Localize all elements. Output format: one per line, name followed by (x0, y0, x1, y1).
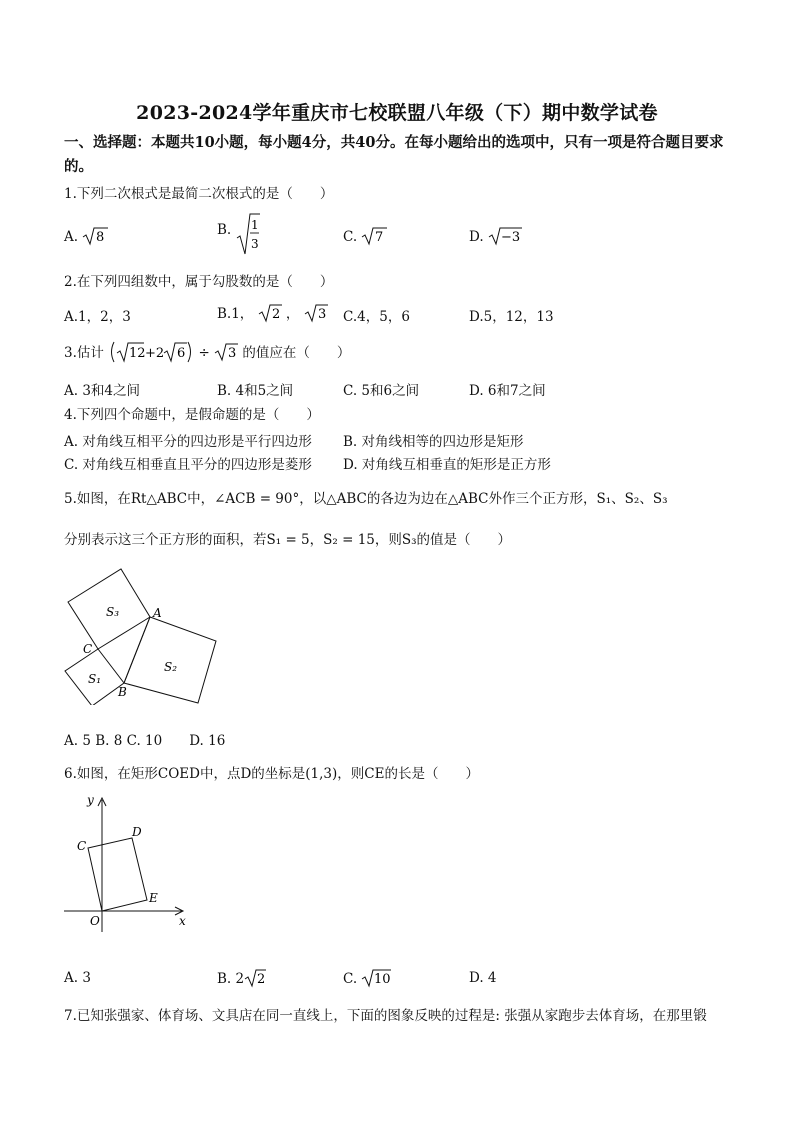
q5-pythagoras-figure (60, 565, 220, 705)
svg-text:+2: +2 (145, 346, 165, 361)
q1-option-a: A. 8 (64, 226, 108, 246)
q3-option-c: C. 5和6之间 (343, 383, 420, 399)
question-7-stem: 7.已知张强家、体育场、文具店在同一直线上，下面的图象反映的过程是: 张强从家跑步去体育场，在那里锻 (64, 1008, 707, 1024)
rectangle-coed (88, 838, 147, 911)
svg-text:12: 12 (129, 346, 146, 361)
svg-text:2: 2 (257, 972, 266, 987)
q6-option-b: B. 2 2 (217, 968, 266, 988)
q2-option-b: B.1， 2 ， 3 (217, 302, 328, 323)
svg-text:1: 1 (250, 218, 259, 232)
svg-text:10: 10 (374, 972, 391, 987)
svg-text:8: 8 (96, 230, 105, 245)
svg-text:3: 3 (317, 307, 326, 322)
question-1-stem: 1.下列二次根式是最简二次根式的是（ ） (64, 186, 334, 202)
hypotenuse-ab (124, 617, 150, 683)
q2-option-a: A.1，2，3 (64, 309, 131, 325)
label-s3: S₃ (106, 605, 120, 619)
q3-option-a: A. 3和4之间 (64, 383, 141, 399)
sqrt-icon (258, 303, 282, 323)
question-2-stem: 2.在下列四组数中，属于勾股数的是（ ） (64, 274, 334, 290)
q4-option-b: B. 对角线相等的四边形是矩形 (343, 434, 524, 450)
svg-text:−3: −3 (500, 230, 521, 245)
label-d: D (132, 825, 142, 839)
question-5-stem-line1: 5.如图，在Rt△ABC中，∠ACB = 90°，以△ABC的各边为边在△ABC外作三个正方形，S₁、S₂、S₃ (64, 491, 668, 507)
q1-option-c: C. 7 (343, 226, 387, 246)
label-c: C (77, 839, 87, 853)
q4-option-a: A. 对角线互相平分的四边形是平行四边形 (64, 434, 312, 450)
section-heading: 一、选择题：本题共10小题，每小题4分，共40分。在每小题给出的选项中，只有一项是符合题目要求的。 (64, 134, 724, 175)
sqrt-icon (488, 226, 522, 246)
sqrt-icon (304, 303, 328, 323)
label-e: E (149, 891, 158, 905)
q2-option-d: D.5，12，13 (469, 309, 554, 325)
label-y: y (87, 793, 94, 807)
label-b: B (118, 685, 127, 699)
svg-text:6: 6 (177, 346, 186, 361)
label-a: A (153, 606, 162, 620)
label-x: x (179, 914, 186, 928)
question-3-stem: 3.估计 12 +2 6 ÷ 3 的值应在（ ） (64, 340, 350, 364)
question-5-stem-line2: 分别表示这三个正方形的面积，若S₁ = 5，S₂ = 15，则S₃的值是（ ） (64, 532, 512, 548)
question-4-stem: 4.下列四个命题中，是假命题的是（ ） (64, 407, 320, 423)
sqrt-icon (214, 342, 238, 362)
svg-text:3: 3 (250, 237, 259, 251)
q6-option-d: D. 4 (469, 970, 497, 986)
q6-rectangle-figure (60, 790, 195, 935)
q2-option-c: C.4，5，6 (343, 309, 410, 325)
q1-option-b: B. 1 3 (217, 212, 260, 256)
sqrt-icon (244, 968, 266, 988)
svg-text:3: 3 (228, 346, 237, 361)
q1-option-d: D. −3 (469, 226, 522, 246)
q4-option-c: C. 对角线互相垂直且平分的四边形是菱形 (64, 457, 312, 473)
sqrt-fraction-icon (236, 212, 260, 256)
q5-options: A. 5 B. 8 C. 10 D. 16 (64, 733, 226, 749)
label-s1: S₁ (88, 672, 102, 686)
diagonal-ce (88, 848, 147, 900)
label-s2: S₂ (164, 660, 178, 674)
expression-icon (108, 340, 194, 364)
label-o: O (90, 914, 100, 928)
q6-option-a: A. 3 (64, 970, 91, 986)
q6-option-c: C. 10 (343, 968, 391, 988)
label-c: C (83, 642, 93, 656)
svg-text:7: 7 (375, 230, 384, 245)
q3-option-b: B. 4和5之间 (217, 383, 294, 399)
svg-text:2: 2 (271, 307, 280, 322)
sqrt-icon (82, 226, 108, 246)
q3-option-d: D. 6和7之间 (469, 383, 546, 399)
question-6-stem: 6.如图，在矩形COED中，点D的坐标是(1,3)，则CE的长是（ ） (64, 766, 479, 782)
page-title: 2023-2024学年重庆市七校联盟八年级（下）期中数学试卷 (136, 102, 658, 124)
q4-option-d: D. 对角线互相垂直的矩形是正方形 (343, 457, 551, 473)
sqrt-icon (361, 226, 387, 246)
sqrt-icon (361, 968, 391, 988)
